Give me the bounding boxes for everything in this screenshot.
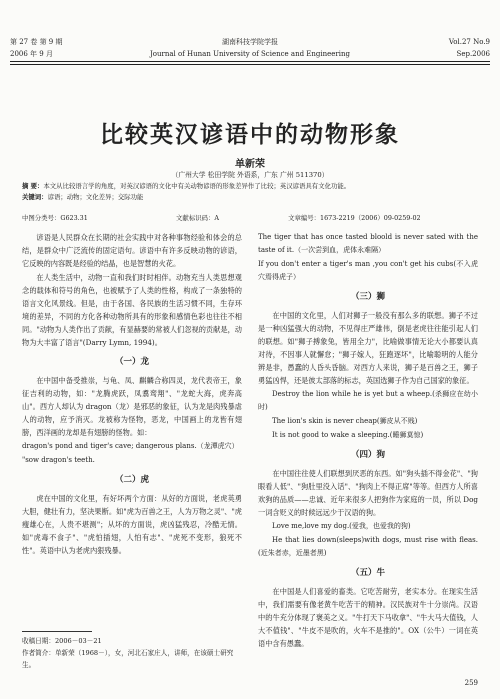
example-english: "sow dragon's teeth. [22,456,95,464]
section-heading-ox: （五）牛 [350,568,385,578]
paragraph: 在中国往往使人们联想到厌恶的东西。如"狗头插不得金花"、"狗眼看人低"、"狗肚里没入话"、"狗肉上不得正席"等等。但西方人所喜欢狗的品质——忠诚、近年来很多人把狗作为家庭的一员，所以 Dog 一词含贬义的时候远远少于汉语的狗。 [258,469,478,517]
left-column [22,231,242,558]
example-english: The lion's skin is never cheap(狮皮从不贱) [272,417,418,425]
header-rule-thick [10,61,490,62]
date-en: Sep.2006 [456,50,490,58]
article-number: 文章编号：1673-2219（2006）09-0259-02 [288,214,421,222]
example-english: Destroy the lion while he is yet but a wheep.(杀狮应在幼小时) [258,390,478,411]
journal-name-en: Journal of Hunan University of Science and Engineering [149,50,350,58]
example-english: It is not good to wake a sleeping.(睡狮莫惊) [272,431,424,439]
author-bio: 作者简介：单新荣（1968－），女，河北石家庄人，讲师，在该硕士研究生。 [22,649,234,669]
section-heading-tiger: （二）虎 [114,475,149,485]
header-rule-thin [10,64,490,65]
header-right [449,36,490,60]
running-header [10,34,490,74]
example-english: If you don't enter a tiger's man ,you con't get his cubs(不入虎穴焉得虎子） [258,260,478,281]
volume-en: Vol.27 No.9 [448,38,490,46]
footnote [22,631,242,671]
section-heading-dog: （四）狗 [350,450,385,460]
example-english: dragon's pond and tiger's cave; dangerous plans.（龙潭虎穴） [22,442,239,450]
abstract-block [22,181,478,203]
volume-cn: 第 27 卷 第 9 期 [10,38,63,46]
right-column [258,231,478,651]
paragraph: 在中国中备受推崇，与龟、凤、麒麟合称四灵，龙代表帝王，象征吉利的动物，如："龙腾虎跃，凤翥鸾翔"、"龙蛇大海，虎奔高山"。西方人却认为 dragon（龙）是邪恶的象征，认为龙是肉残暴虐人的动物，应予消灭。龙被称为怪物，恶龙，中国画上的龙皆有翅膀，西洋画的龙却是有翅膀的怪物。如： [22,376,242,437]
abstract-label: 摘 要： [22,182,44,190]
page-number: 259 [464,679,478,687]
example-english: He that lies down(sleeps)with dogs, must rise with fleas.(近朱者赤，近墨者黑) [258,536,478,557]
document-code: 文献标识码：A [176,214,220,222]
header-center [10,36,490,60]
author-affiliation: （广州大学 松田学院 外语系，广东 广州 511370） [171,171,329,179]
paragraph: 在中国是人们喜爱的畜类。它吃苦耐劳，老实本分。在现实生活中，我们需要有像老黄牛吃苦干的精神。汉民族对牛十分崇尚。汉语中的牛充分体现了褒美之义。"牛打天下马收拿"、"牛大马大值钱，人大不值钱"、"牛皮不是吹的，火车不是推的"。OX（公牛）一词在英语中含有愚蠢。 [258,587,478,648]
article-title: 比较英汉谚语中的动物形象 [100,121,400,148]
classification-line [22,213,478,222]
keywords-text: 谚语；动物；文化差异；交际功能 [47,193,144,201]
author-name: 单新荣 [235,159,265,170]
paragraph: 在人类生活中，动物一直和我们时时相伴。动物充当人类思想观念的载体和符号的角色，也被赋予了人类的性格，构成了一条独特的语言文化风景线。但是，由于各国、各民族的生活习惯不同，生存环境的差异，不同的方化各种动物所具有的形象和感情色彩也往往不相同。"动物为人类作出了贡献，有显赫要的常被人们忽视的贡献是，动物为大丰富了语言"(Darry Lymn, 1994)。 [22,273,242,347]
abstract-text: 本文从比较语言学的角度，对英汉谚语的文化中有关动物谚语的形象差异作了比较；英汉谚语具有文化功能。 [43,182,351,190]
footnote-rule [22,631,92,632]
section-heading-dragon: （一）龙 [114,357,149,367]
paragraph: 在中国的文化里，人们对狮子一般没有那么多的联想。狮子不过是一种凶猛强大的动物，不见得庄严雄伟，倒是老虎往往能引起人们的联想。如"狮子搏象兔，皆用全力"，比喻做事情无论大小都要认真对待，不因事人就懈怠；"狮子嫁人，狂跑逐坏"，比喻聪明的人能分辨是非，愚蠢的人昏头昏脑。对西方人来说，狮子是百兽之王，狮子勇猛凶悍，还是彼太部落的标志，英国选狮子作为自己国家的象征。 [258,311,478,385]
keywords-label: 关键词： [22,193,48,201]
section-heading-lion: （三）狮 [350,292,385,302]
example-english: The tiger that has once tasted bloold is never sated with the taste of it.（一次尝到血，虎体永难隔） [258,233,478,254]
journal-name-cn: 湖南科技学院学报 [222,38,278,46]
example-english: Love me,love my dog.(爱我，也爱我的狗) [272,522,411,530]
received-date: 收稿日期：2006－03－21 [22,637,102,645]
paragraph: 谚语是人民群众在长期的社会实践中对各种事物经验和体会的总结，是群众中广泛流传的固定语句。谚语中有许多反映动物的谚语，它反映的内容既是经验的结晶，也是智慧的火花。 [22,233,242,268]
paragraph: 虎在中国的文化里，有好坏两个方面：从好的方面说，老虎英勇大胆，健壮有力，坚决果断。如"虎为百兽之王，人为万物之灵"、"虎瘦雄心在，人贵不堪测"；从坏的方面说，虎凶猛残忍，冷酷无情。如"虎毒不食子"、"虎怕插翅，人怕有志"、"虎死不变形，狼死不性"。英语中认为老虎内狠残暴。 [22,494,242,555]
clc-number: 中图分类号：G623.31 [22,214,88,222]
date-cn: 2006 年 9 月 [10,50,53,58]
